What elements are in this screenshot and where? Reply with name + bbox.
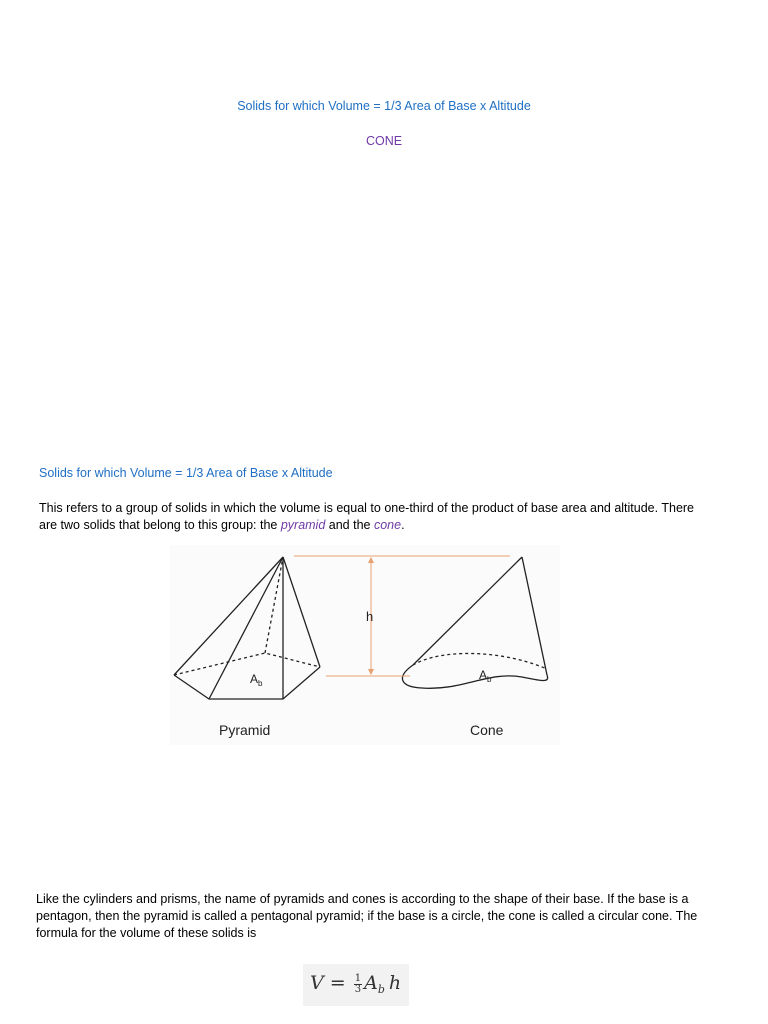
intro-period: . <box>401 518 405 532</box>
intro-text: are two solids that belong to this group: the <box>39 518 281 532</box>
pyramid-caption: Pyramid <box>219 722 271 738</box>
fraction-denominator: 3 <box>354 983 362 995</box>
formula-expression <box>310 972 401 996</box>
volume-formula <box>303 964 409 1006</box>
height-indicator <box>294 556 510 676</box>
cone-base-label: A <box>479 668 488 682</box>
cone-edge-right <box>522 557 547 675</box>
height-arrow-bottom <box>368 669 374 675</box>
cone-base-front <box>402 665 547 688</box>
cone-caption: Cone <box>470 722 504 738</box>
formula-height: h <box>388 972 402 994</box>
intro-line-2 <box>39 517 749 534</box>
body-paragraph <box>36 891 751 942</box>
page-title: Solids for which Volume = 1/3 Area of Base x Altitude <box>237 99 531 113</box>
pyramid-base-label: A <box>250 672 259 686</box>
formula-fraction <box>354 974 362 995</box>
cone-drawing <box>402 557 547 688</box>
pyramid-cone-figure <box>170 545 560 745</box>
intro-line-1: This refers to a group of solids in which the volume is equal to one-third of the product of base area and altitude. There <box>39 501 695 515</box>
pyramid-edge-right <box>283 557 320 667</box>
page-subtitle: CONE <box>365 134 403 148</box>
body-line-1: Like the cylinders and prisms, the name of pyramids and cones is according to the shape of their base. If the base is a <box>36 892 689 906</box>
cone-base-back <box>413 653 547 669</box>
section-heading: Solids for which Volume = 1/3 Area of Base x Altitude <box>39 466 333 480</box>
cone-edge-left <box>413 557 522 665</box>
pyramid-hidden-edge <box>265 557 283 653</box>
formula-area: A <box>364 972 378 994</box>
pyramid-base-back <box>174 653 320 675</box>
height-label: h <box>366 609 374 624</box>
cone-term: cone <box>373 518 402 532</box>
body-line-2: pentagon, then the pyramid is called a pentagonal pyramid; if the base is a circle, the cone is called a circular cone. The <box>36 909 698 923</box>
pyramid-base-front <box>174 667 320 699</box>
height-arrow-top <box>368 557 374 563</box>
pyramid-edge-front-left <box>209 557 283 699</box>
formula-equals: = <box>323 972 352 994</box>
intro-paragraph <box>39 500 749 534</box>
pyramid-edge-left <box>174 557 283 675</box>
formula-area-subscript: b <box>377 983 385 996</box>
intro-and: and the <box>325 518 374 532</box>
fraction-numerator: 1 <box>354 972 362 984</box>
solids-diagram <box>170 545 560 745</box>
pyramid-term: pyramid <box>280 518 326 532</box>
pyramid-drawing <box>174 557 320 699</box>
cone-base-subscript: b <box>487 675 492 684</box>
formula-lhs: V <box>310 972 324 994</box>
body-line-3: formula for the volume of these solids is <box>36 926 257 940</box>
pyramid-base-subscript: b <box>258 679 263 688</box>
